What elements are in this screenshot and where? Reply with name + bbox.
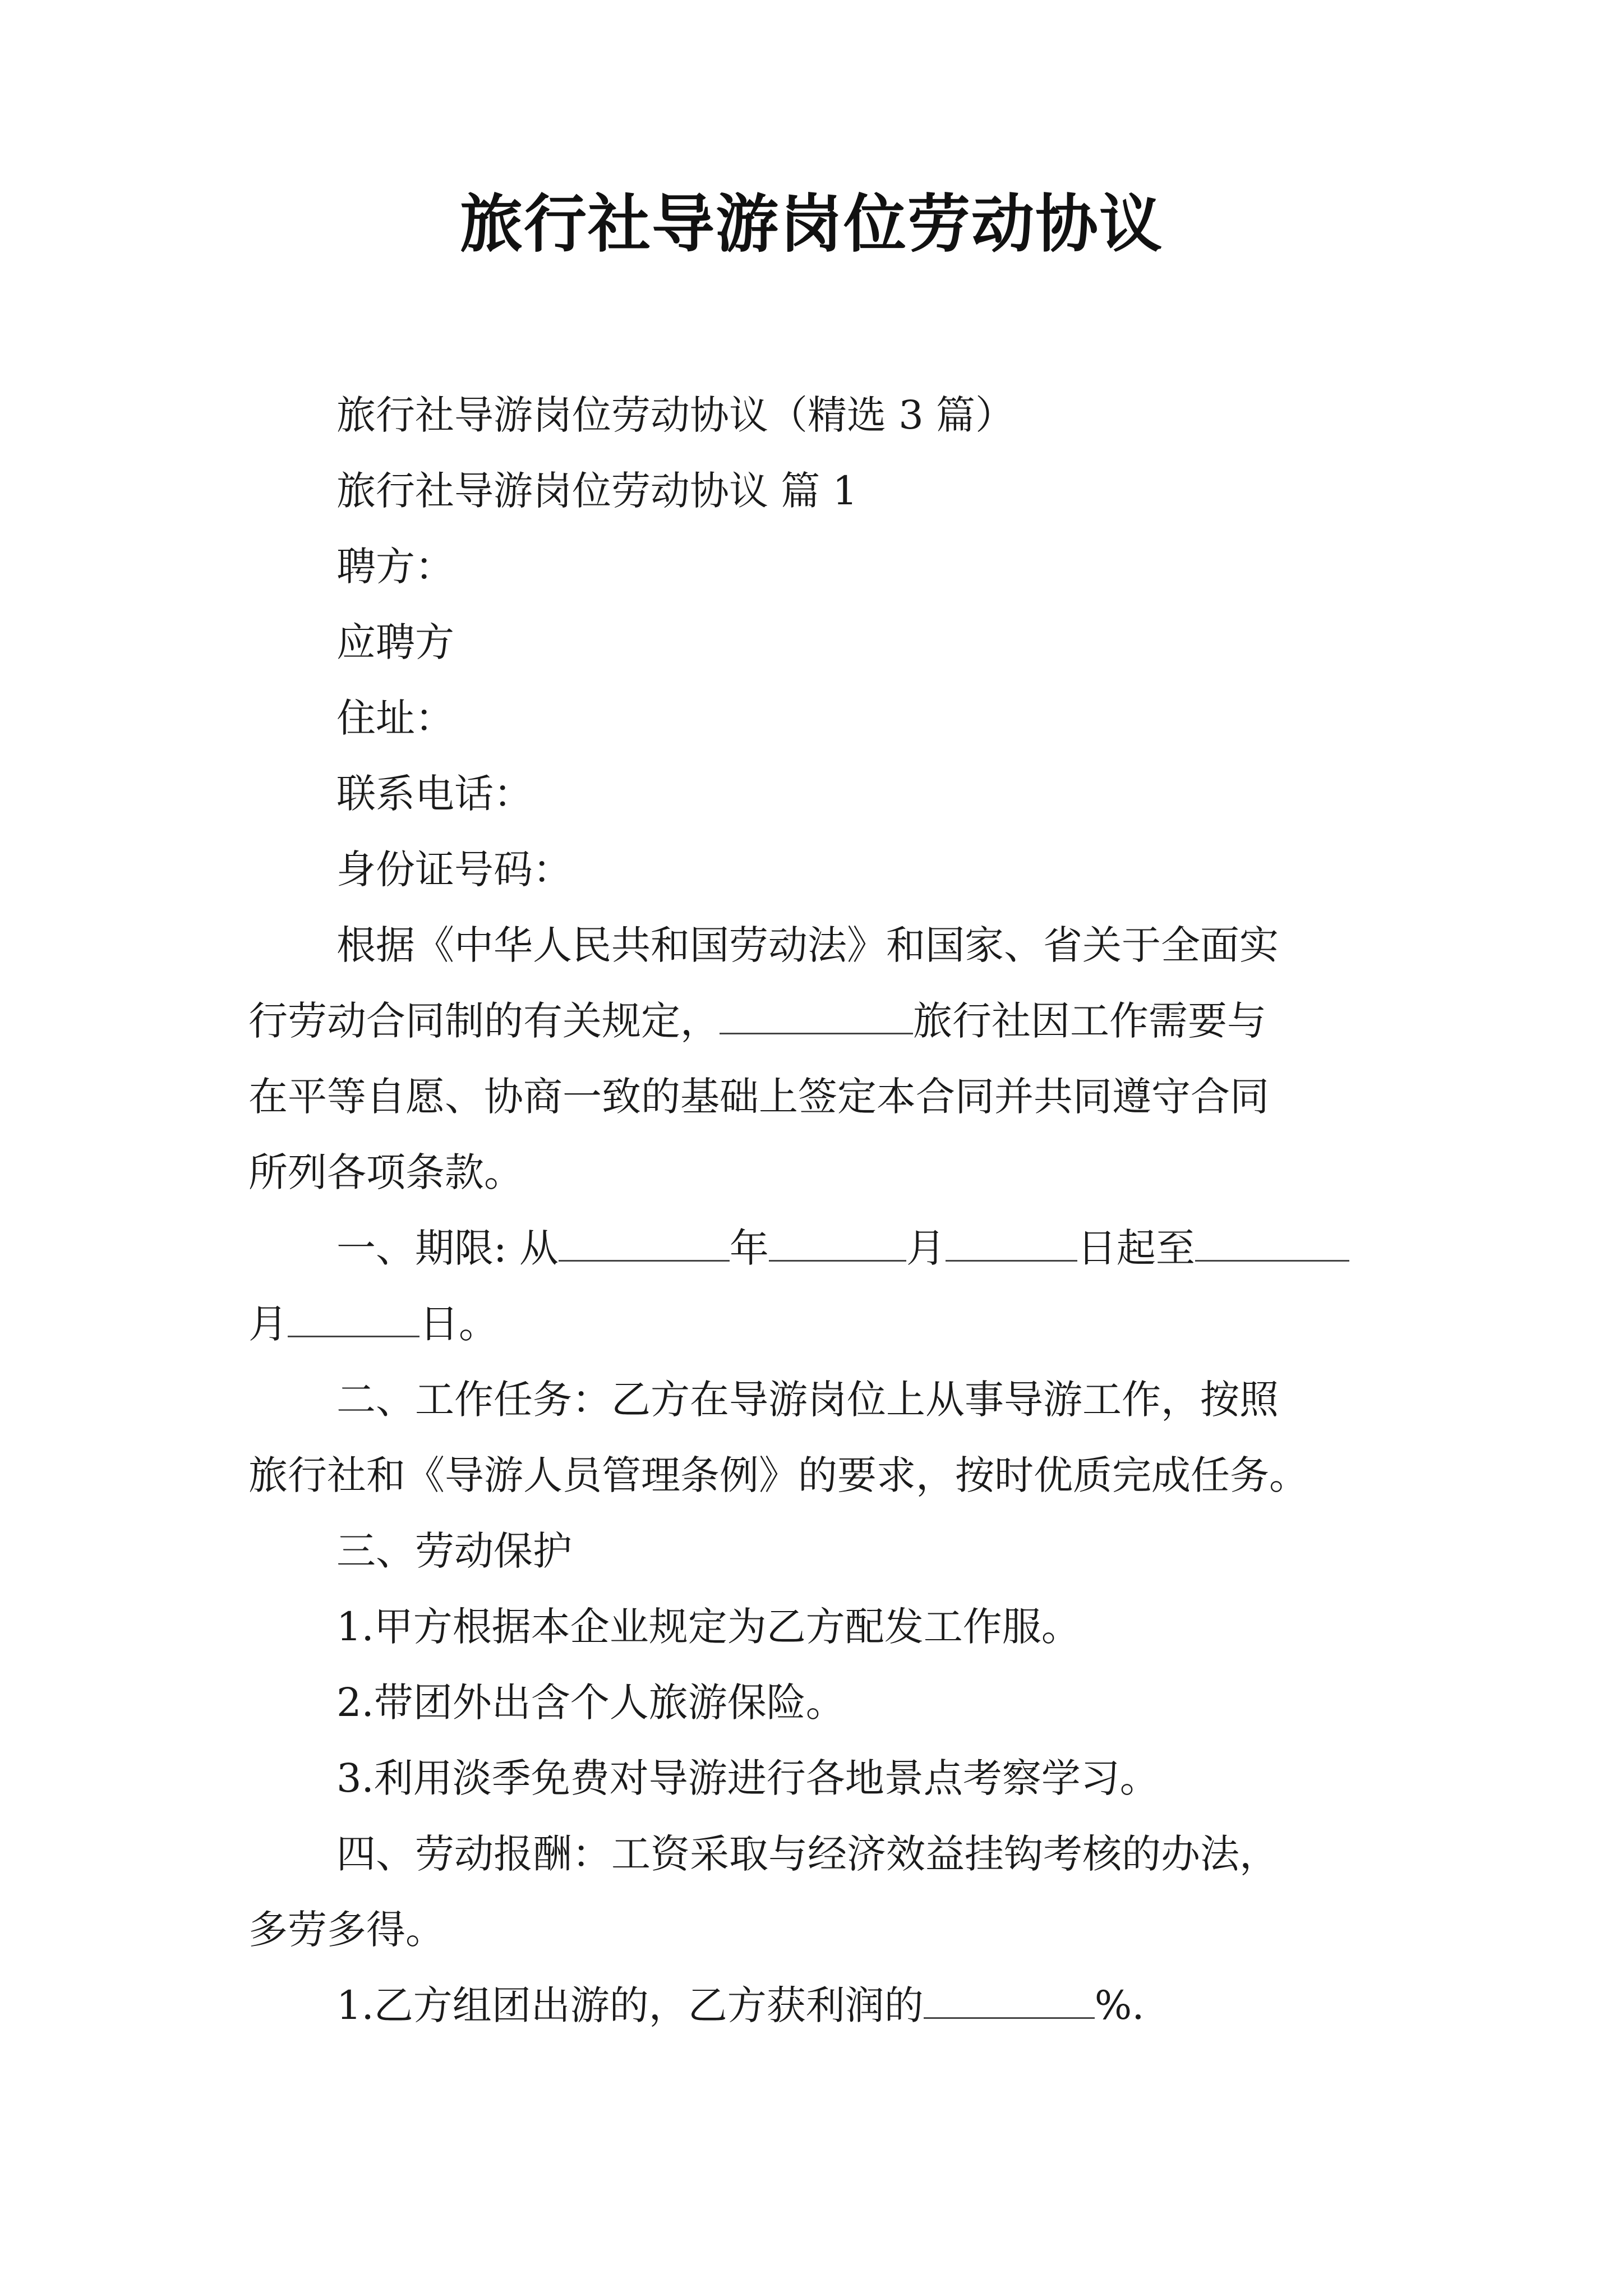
- clause-tasks-line-1: 二、工作任务：乙方在导游岗位上从事导游工作，按照: [336, 1377, 1279, 1423]
- day-end-label: 日。: [419, 1301, 498, 1347]
- company-name-blank: [720, 998, 913, 1034]
- page-title: 旅行社导游岗位劳动协议: [460, 187, 1163, 261]
- clause-tasks-line-2: 旅行社和《导游人员管理条例》的要求，按时优质完成任务。: [248, 1452, 1308, 1498]
- address-field: 住址：: [336, 695, 454, 741]
- preamble-line-2-start: 行劳动合同制的有关规定，: [248, 998, 720, 1044]
- pay-item-1: [336, 1977, 1145, 2033]
- preamble-line-1: 根据《中华人民共和国劳动法》和国家、省关于全面实: [336, 922, 1279, 968]
- chapter-heading: 旅行社导游岗位劳动协议 篇 1: [336, 468, 858, 514]
- employer-field: 聘方：: [336, 544, 454, 590]
- applicant-field: 应聘方: [336, 619, 454, 665]
- protection-item-1: 1.甲方根据本企业规定为乙方配发工作服。: [336, 1604, 1081, 1650]
- start-month-blank: [769, 1225, 906, 1262]
- protection-item-3: 3.利用淡季免费对导游进行各地景点考察学习。: [336, 1755, 1159, 1801]
- clause-term-line-1: [336, 1220, 1349, 1276]
- preamble-line-2-end: 旅行社因工作需要与: [913, 998, 1266, 1044]
- pay-item-1-text: 1.乙方组团出游的，乙方获利润的: [336, 1982, 924, 2028]
- preamble-line-3: 在平等自愿、协商一致的基础上签定本合同并共同遵守合同: [248, 1074, 1269, 1120]
- profit-percent-blank: [924, 1982, 1095, 2019]
- month-label: 月: [906, 1225, 946, 1271]
- end-day-blank: [288, 1301, 419, 1337]
- year-label: 年: [729, 1225, 769, 1271]
- id-number-field: 身份证号码：: [336, 846, 572, 892]
- start-day-blank: [946, 1225, 1077, 1262]
- percent-sign: %.: [1094, 1982, 1145, 2028]
- clause-protection-heading: 三、劳动保护: [336, 1528, 572, 1574]
- start-year-blank: [559, 1225, 730, 1262]
- month-label-2: 月: [248, 1301, 288, 1347]
- day-from-label: 日起至: [1077, 1225, 1195, 1271]
- end-year-blank: [1195, 1225, 1349, 1262]
- clause-pay-line-2: 多劳多得。: [248, 1907, 445, 1953]
- subtitle: 旅行社导游岗位劳动协议（精选 3 篇）: [336, 392, 1015, 438]
- clause-term-prefix: 一、期限: 从: [336, 1225, 559, 1271]
- clause-term-line-2: [248, 1296, 498, 1352]
- phone-field: 联系电话：: [336, 771, 533, 817]
- clause-pay-line-1: 四、劳动报酬：工资采取与经济效益挂钩考核的办法，: [336, 1831, 1279, 1877]
- preamble-line-2: [248, 993, 1266, 1049]
- protection-item-2: 2.带团外出含个人旅游保险。: [336, 1680, 845, 1726]
- preamble-line-4: 所列各项条款。: [248, 1149, 523, 1195]
